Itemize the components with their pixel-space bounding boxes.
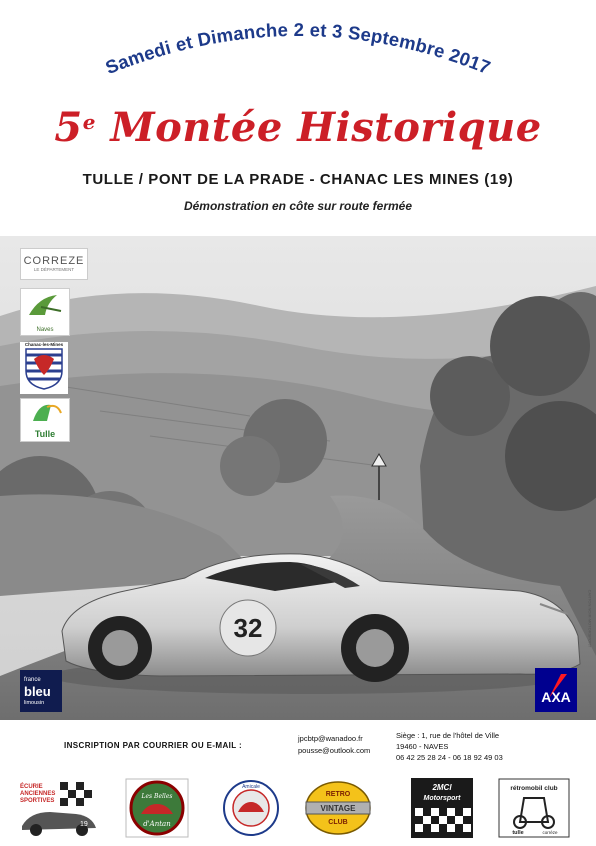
correze-logo (20, 248, 88, 280)
hillclimb-scene (0, 236, 596, 720)
ecurie-line1: ÉCURIE (20, 784, 43, 790)
tulle-logo (20, 398, 70, 442)
retro-vintage-club-logo (302, 778, 374, 838)
event-date: Samedi et Dimanche 2 et 3 Septembre 2017 (102, 18, 494, 79)
siege-phones: 06 42 25 28 24 - 06 18 92 49 03 (396, 753, 503, 762)
belles-line2: d'Antan (143, 820, 171, 828)
2mcl-line2: Motorsport (423, 795, 461, 802)
event-title: 5e Montée Historique (54, 104, 542, 151)
car-number: 32 (233, 613, 263, 643)
email-2[interactable]: pousse@outlook.com (298, 746, 371, 755)
retro-vintage-emblem-icon (302, 778, 374, 838)
ecurie-line3: SPORTIVES (20, 798, 55, 804)
ecurie-line2: ANCIENNES (20, 791, 56, 797)
correze-logo-text: CORREZE (23, 255, 85, 267)
email-1[interactable]: jpcbtp@wanadoo.fr (298, 734, 363, 743)
side-credit (584, 520, 592, 720)
siege-postcode: 19460 - NAVES (396, 742, 449, 751)
france-bleu-line1: france (24, 677, 41, 683)
retromobil-club-logo (498, 778, 570, 838)
belles-d-antan-emblem-icon (125, 778, 189, 838)
retromobil-line3: corrèze (542, 830, 558, 835)
coat-of-arms-icon (20, 347, 68, 391)
retromobil-line2: tulle (512, 830, 524, 836)
france-bleu-line2: bleu (24, 684, 51, 699)
amicale-retro-logo (218, 778, 284, 838)
checkered-flag-icon (411, 778, 473, 838)
siege-address: Siège : 1, rue de l'hôtel de Ville (396, 731, 500, 740)
retro-line2: VINTAGE (320, 804, 356, 813)
naves-logo-text: Naves (36, 327, 54, 333)
axa-logo (535, 668, 577, 712)
inscription-label: INSCRIPTION PAR COURRIER OU E-MAIL : (64, 741, 243, 750)
france-bleu-line3: limousin (24, 700, 45, 706)
checkered-flag-car-icon (16, 778, 104, 838)
axa-text: AXA (541, 689, 571, 705)
ecurie-number: 19 (80, 821, 88, 828)
2mcl-motorsport-logo (410, 778, 474, 838)
retromobil-line1: rétromobil club (510, 785, 558, 792)
correze-logo-subtext: LE DÉPARTEMENT (33, 267, 75, 272)
retromobil-emblem-icon (498, 778, 570, 838)
axa-slash-icon (535, 668, 577, 712)
amicale-label: Amicale (242, 784, 260, 790)
chanac-les-mines-logo (20, 342, 68, 394)
hero-photo (0, 236, 596, 720)
tulle-logo-text: Tulle (34, 429, 56, 439)
event-subtitle: Démonstration en côte sur route fermée (183, 199, 413, 213)
bird-icon (21, 289, 70, 323)
tulle-emblem-icon (21, 399, 70, 425)
belles-line1: Les Belles (141, 793, 173, 800)
retro-line3: CLUB (328, 819, 348, 826)
france-bleu-logo (20, 670, 62, 712)
retro-line1: RETRO (325, 791, 351, 798)
les-belles-d-antan-logo (124, 778, 190, 838)
side-credit-text: CARTON NOIR-MOTORSPORT (587, 589, 593, 648)
naves-logo (20, 288, 70, 336)
2mcl-line1: 2MCl (432, 783, 452, 792)
event-location: TULLE / PONT DE LA PRADE - CHANAC LES MINES (19) (82, 171, 514, 188)
date-banner (0, 0, 596, 110)
round-club-emblem-icon (221, 778, 281, 838)
svg-text:Samedi et Dimanche 2 et 3 Sept (102, 19, 493, 78)
ecurie-anciennes-sportives-logo (16, 778, 104, 838)
chanac-logo-text: Chanac-les-Mines (24, 342, 64, 347)
